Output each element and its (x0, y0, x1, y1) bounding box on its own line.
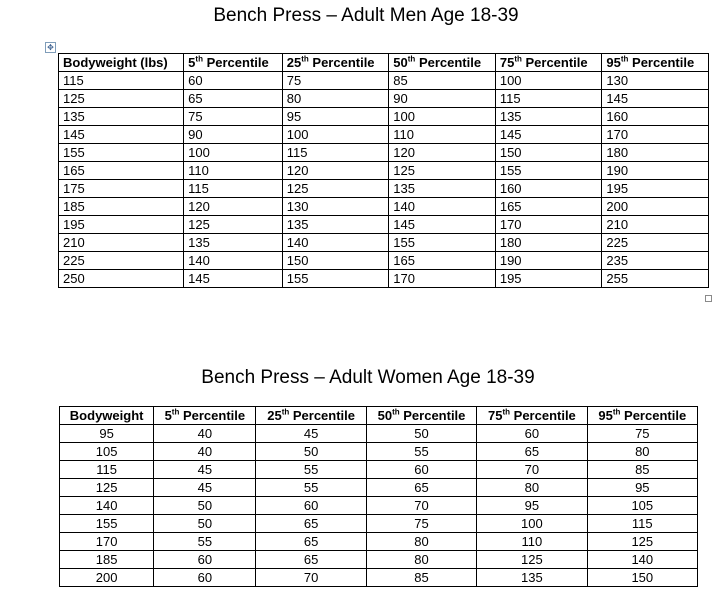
header-text: 25 (267, 408, 282, 423)
percentile-cell: 60 (184, 72, 283, 90)
percentile-cell: 225 (602, 234, 709, 252)
percentile-cell: 65 (256, 533, 366, 551)
men-header-cell (495, 54, 602, 72)
percentile-cell: 40 (154, 443, 256, 461)
table-row (60, 497, 698, 515)
men-header-cell (282, 54, 389, 72)
header-ordinal-suffix: th (195, 54, 203, 64)
percentile-cell: 125 (282, 180, 389, 198)
women-table-title: Bench Press – Adult Women Age 18-39 (201, 367, 535, 388)
men-table-title: Bench Press – Adult Men Age 18-39 (213, 5, 519, 26)
percentile-cell: 65 (366, 479, 476, 497)
percentile-cell: 80 (477, 479, 587, 497)
header-ordinal-suffix: th (514, 54, 522, 64)
header-text: 50 (393, 55, 408, 70)
percentile-cell: 130 (282, 198, 389, 216)
percentile-cell: 190 (495, 252, 602, 270)
table-row (59, 144, 709, 162)
table-row (60, 569, 698, 587)
women-header-cell (366, 407, 476, 425)
percentile-cell: 95 (587, 479, 697, 497)
percentile-cell: 155 (495, 162, 602, 180)
table-row (59, 270, 709, 288)
women-header-cell (587, 407, 697, 425)
percentile-cell: 65 (477, 443, 587, 461)
percentile-cell: 50 (154, 497, 256, 515)
percentile-cell: 145 (602, 90, 709, 108)
header-text-suffix: Percentile (289, 408, 356, 423)
men-header-cell (184, 54, 283, 72)
header-text: 25 (286, 55, 302, 70)
table-row (59, 234, 709, 252)
percentile-cell: 155 (389, 234, 496, 252)
header-text-suffix: Percentile (399, 408, 466, 423)
header-text: 95 (606, 55, 621, 70)
header-text-suffix: Percentile (628, 55, 695, 70)
percentile-cell: 70 (256, 569, 366, 587)
bodyweight-cell: 170 (60, 533, 154, 551)
table-resize-handle-icon[interactable] (705, 295, 712, 302)
percentile-cell: 100 (389, 108, 496, 126)
bodyweight-cell: 145 (59, 126, 184, 144)
percentile-cell: 50 (256, 443, 366, 461)
table-row (60, 479, 698, 497)
table-row (59, 126, 709, 144)
percentile-cell: 135 (282, 216, 389, 234)
percentile-cell: 85 (587, 461, 697, 479)
percentile-cell: 180 (495, 234, 602, 252)
percentile-cell: 200 (602, 198, 709, 216)
bodyweight-cell: 135 (59, 108, 184, 126)
women-header-cell (60, 407, 154, 425)
bodyweight-cell: 210 (59, 234, 184, 252)
percentile-cell: 65 (256, 551, 366, 569)
percentile-cell: 195 (495, 270, 602, 288)
table-move-handle-icon[interactable]: ✥ (45, 42, 56, 53)
percentile-cell: 155 (282, 270, 389, 288)
percentile-cell: 50 (154, 515, 256, 533)
percentile-cell: 60 (256, 497, 366, 515)
percentile-cell: 95 (477, 497, 587, 515)
percentile-cell: 210 (602, 216, 709, 234)
percentile-cell: 160 (495, 180, 602, 198)
percentile-cell: 165 (389, 252, 496, 270)
percentile-cell: 55 (256, 461, 366, 479)
bodyweight-cell: 115 (60, 461, 154, 479)
header-ordinal-suffix: th (407, 54, 416, 64)
percentile-cell: 135 (389, 180, 496, 198)
percentile-cell: 120 (282, 162, 389, 180)
women-header-row (60, 407, 698, 425)
bodyweight-cell: 185 (59, 198, 184, 216)
percentile-cell: 105 (587, 497, 697, 515)
percentile-cell: 135 (184, 234, 283, 252)
table-row (59, 252, 709, 270)
percentile-cell: 115 (587, 515, 697, 533)
women-header-cell (256, 407, 366, 425)
header-ordinal-suffix: th (502, 407, 511, 417)
bodyweight-cell: 155 (59, 144, 184, 162)
percentile-cell: 170 (602, 126, 709, 144)
percentile-cell: 65 (184, 90, 283, 108)
percentile-cell: 70 (477, 461, 587, 479)
percentile-cell: 235 (602, 252, 709, 270)
men-bench-press-table (58, 53, 709, 288)
percentile-cell: 110 (184, 162, 283, 180)
percentile-cell: 75 (282, 72, 389, 90)
header-ordinal-suffix: th (612, 407, 621, 417)
men-table-body (59, 72, 709, 288)
men-header-row (59, 54, 709, 72)
percentile-cell: 140 (282, 234, 389, 252)
bodyweight-cell: 125 (59, 90, 184, 108)
percentile-cell: 180 (602, 144, 709, 162)
percentile-cell: 140 (587, 551, 697, 569)
bodyweight-cell: 200 (60, 569, 154, 587)
percentile-cell: 115 (282, 144, 389, 162)
percentile-cell: 150 (282, 252, 389, 270)
women-table-body (60, 425, 698, 587)
percentile-cell: 165 (495, 198, 602, 216)
percentile-cell: 170 (495, 216, 602, 234)
header-text: 75 (499, 55, 515, 70)
table-row (59, 108, 709, 126)
percentile-cell: 60 (366, 461, 476, 479)
header-text: 75 (488, 408, 503, 423)
header-ordinal-suffix: th (301, 54, 309, 64)
percentile-cell: 115 (495, 90, 602, 108)
percentile-cell: 90 (184, 126, 283, 144)
women-header-cell (477, 407, 587, 425)
percentile-cell: 100 (477, 515, 587, 533)
percentile-cell: 135 (495, 108, 602, 126)
table-row (60, 515, 698, 533)
men-header-cell (59, 54, 184, 72)
percentile-cell: 110 (389, 126, 496, 144)
percentile-cell: 60 (154, 551, 256, 569)
percentile-cell: 125 (184, 216, 283, 234)
percentile-cell: 55 (366, 443, 476, 461)
percentile-cell: 40 (154, 425, 256, 443)
bodyweight-cell: 115 (59, 72, 184, 90)
percentile-cell: 125 (389, 162, 496, 180)
header-text-suffix: Percentile (308, 55, 375, 70)
percentile-cell: 125 (587, 533, 697, 551)
table-row (60, 533, 698, 551)
bodyweight-cell: 175 (59, 180, 184, 198)
percentile-cell: 110 (477, 533, 587, 551)
percentile-cell: 145 (184, 270, 283, 288)
percentile-cell: 80 (587, 443, 697, 461)
header-text-suffix: Percentile (620, 408, 687, 423)
bodyweight-cell: 95 (60, 425, 154, 443)
percentile-cell: 100 (184, 144, 283, 162)
percentile-cell: 135 (477, 569, 587, 587)
table-row (60, 443, 698, 461)
bodyweight-cell: 155 (60, 515, 154, 533)
percentile-cell: 60 (154, 569, 256, 587)
percentile-cell: 80 (282, 90, 389, 108)
percentile-cell: 85 (366, 569, 476, 587)
bodyweight-cell: 185 (60, 551, 154, 569)
table-row (59, 180, 709, 198)
percentile-cell: 55 (256, 479, 366, 497)
percentile-cell: 145 (495, 126, 602, 144)
percentile-cell: 75 (184, 108, 283, 126)
percentile-cell: 70 (366, 497, 476, 515)
header-ordinal-suffix: th (171, 407, 180, 417)
bodyweight-cell: 195 (59, 216, 184, 234)
header-ordinal-suffix: th (281, 407, 290, 417)
bodyweight-cell: 250 (59, 270, 184, 288)
women-bench-press-table (59, 406, 698, 587)
table-row (59, 198, 709, 216)
header-text: 5 (188, 55, 196, 70)
percentile-cell: 100 (495, 72, 602, 90)
table-row (60, 551, 698, 569)
percentile-cell: 140 (389, 198, 496, 216)
table-row (60, 461, 698, 479)
percentile-cell: 75 (366, 515, 476, 533)
percentile-cell: 55 (154, 533, 256, 551)
table-row (59, 162, 709, 180)
percentile-cell: 80 (366, 533, 476, 551)
header-text: Bodyweight (69, 408, 144, 423)
bodyweight-cell: 125 (60, 479, 154, 497)
percentile-cell: 195 (602, 180, 709, 198)
bodyweight-cell: 165 (59, 162, 184, 180)
percentile-cell: 140 (184, 252, 283, 270)
table-row (60, 425, 698, 443)
percentile-cell: 80 (366, 551, 476, 569)
percentile-cell: 45 (154, 479, 256, 497)
table-row (59, 90, 709, 108)
header-text: 95 (598, 408, 613, 423)
men-header-cell (602, 54, 709, 72)
percentile-cell: 45 (256, 425, 366, 443)
bodyweight-cell: 225 (59, 252, 184, 270)
percentile-cell: 130 (602, 72, 709, 90)
bodyweight-cell: 140 (60, 497, 154, 515)
header-text-suffix: Percentile (179, 408, 246, 423)
header-ordinal-suffix: th (620, 54, 629, 64)
header-text-suffix: Percentile (202, 55, 269, 70)
header-text: Bodyweight (lbs) (63, 55, 168, 70)
header-text-suffix: Percentile (521, 55, 588, 70)
percentile-cell: 145 (389, 216, 496, 234)
percentile-cell: 100 (282, 126, 389, 144)
percentile-cell: 90 (389, 90, 496, 108)
percentile-cell: 50 (366, 425, 476, 443)
header-text-suffix: Percentile (415, 55, 482, 70)
percentile-cell: 120 (389, 144, 496, 162)
percentile-cell: 85 (389, 72, 496, 90)
percentile-cell: 170 (389, 270, 496, 288)
percentile-cell: 160 (602, 108, 709, 126)
percentile-cell: 65 (256, 515, 366, 533)
percentile-cell: 120 (184, 198, 283, 216)
header-text: 5 (164, 408, 172, 423)
percentile-cell: 150 (587, 569, 697, 587)
header-text-suffix: Percentile (510, 408, 576, 423)
table-row (59, 72, 709, 90)
table-row (59, 216, 709, 234)
percentile-cell: 75 (587, 425, 697, 443)
percentile-cell: 190 (602, 162, 709, 180)
women-header-cell (154, 407, 256, 425)
percentile-cell: 255 (602, 270, 709, 288)
percentile-cell: 45 (154, 461, 256, 479)
percentile-cell: 150 (495, 144, 602, 162)
percentile-cell: 125 (477, 551, 587, 569)
header-text: 50 (377, 408, 393, 423)
bodyweight-cell: 105 (60, 443, 154, 461)
percentile-cell: 115 (184, 180, 283, 198)
header-ordinal-suffix: th (392, 407, 400, 417)
men-header-cell (389, 54, 496, 72)
percentile-cell: 95 (282, 108, 389, 126)
percentile-cell: 60 (477, 425, 587, 443)
